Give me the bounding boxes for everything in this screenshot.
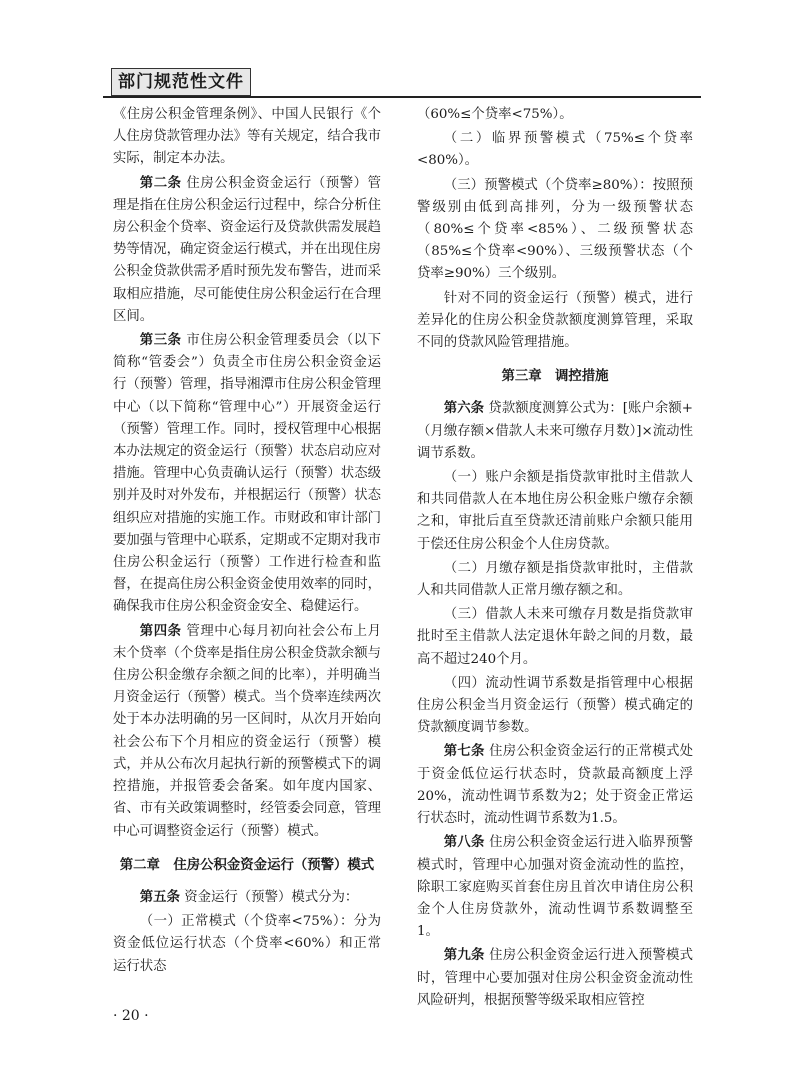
chapter-number: 第二章 (119, 857, 160, 873)
article-text: 住房公积金资金运行进入临界预警模式时，管理中心加强对资金流动性的监控，除职工家庭购买首套住房且首次申请住房公积金个人住房贷款外，流动性调节系数调整至1。 (417, 835, 694, 940)
article-text: 住房公积金资金运行进入预警模式时，管理中心要加强对住房公积金资金流动性风险研判，根据预警等级采取相应管控 (417, 948, 694, 1008)
article-7 (417, 741, 693, 830)
page-number: · 20 · (113, 1008, 149, 1024)
paragraph-normal-mode: （一）正常模式（个贷率<75%）：分为资金低位运行状态（个贷率<60%）和正常运行状态 (113, 914, 381, 974)
article-text: 住房公积金资金运行（预警）管理是指在住房公积金运行过程中，综合分析住房公积金个贷率、资金运行及贷款供需发展趋势等情况，确定资金运行模式，并在出现住房公积金贷款供需矛盾时预先发布警告，进而采取相应措施，尽可能使住房公积金运行在合理区间。 (113, 175, 381, 324)
article-label: 第九条 (443, 948, 485, 964)
article-3 (113, 330, 381, 619)
paragraph-6-2: （二）月缴存额是指贷款审批时，主借款人和共同借款人正常月缴存额之和。 (417, 560, 693, 599)
right-column (417, 104, 693, 1014)
chapter-title: 调控措施 (555, 369, 609, 385)
article-9 (417, 945, 693, 1012)
section-label: 部门规范性文件 (111, 68, 251, 96)
article-2 (113, 173, 381, 328)
article-label: 第六条 (443, 401, 485, 417)
chapter-title: 住房公积金资金运行（预警）模式 (173, 857, 375, 873)
article-label: 第八条 (443, 835, 485, 851)
article-label: 第七条 (443, 744, 485, 760)
article-label: 第五条 (139, 889, 180, 905)
page-header (103, 64, 701, 98)
left-column (113, 104, 381, 980)
chapter-number: 第三章 (501, 369, 542, 385)
paragraph-6-3: （三）借款人未来可缴存月数是指贷款审批时至主借款人法定退休年龄之间的月数，最高不超过240个月。 (417, 607, 693, 667)
paragraph-critical-mode: （二）临界预警模式（75%≤个贷率<80%）。 (417, 131, 693, 169)
chapter-2-heading (113, 855, 381, 877)
article-label: 第四条 (139, 623, 182, 639)
article-5 (113, 887, 381, 909)
article-4 (113, 621, 381, 843)
paragraph-warning-mode: （三）预警模式（个贷率≥80%）：按照预警级别由低到高排列，分为一级预警状态（80%≤个贷率<85%）、二级预警状态（85%≤个贷率<90%）、三级预警状态（个贷率≥90%）三个级别。 (417, 177, 693, 282)
paragraph-differentiated: 针对不同的资金运行（预警）模式，进行差异化的住房公积金贷款额度测算管理，采取不同的贷款风险管理措施。 (417, 290, 693, 351)
article-text: 资金运行（预警）模式分为： (184, 889, 359, 905)
paragraph-intro: 《住房公积金管理条例》、中国人民银行《个人住房贷款管理办法》等有关规定，结合我市实际，制定本办法。 (113, 107, 381, 167)
chapter-3-heading (417, 366, 693, 388)
article-text: 贷款额度测算公式为：[账户余额+（月缴存额×借款人未来可缴存月数）]×流动性调节系数。 (417, 401, 693, 461)
paragraph-continued: （60%≤个贷率<75%）。 (417, 107, 573, 122)
paragraph-6-4: （四）流动性调节系数是指管理中心根据住房公积金当月资金运行（预警）模式确定的贷款额度调节参数。 (417, 675, 693, 736)
article-text: 管理中心每月初向社会公布上月末个贷率（个贷率是指住房公积金贷款余额与住房公积金缴存余额之间的比率），并明确当月资金运行（预警）模式。当个贷率连续两次处于本办法明确的另一区间时，从次月开始向社会公布下个月相应的资金运行（预警）模式，并从公布次月起执行新的预警模式下的调控措施，并报管委会备案。如年度内国家、省、市有关政策调整时，经管委会同意，管理中心可调整资金运行（预警）模式。 (113, 623, 381, 839)
article-8 (417, 832, 693, 943)
article-text: 住房公积金资金运行的正常模式处于资金低位运行状态时，贷款最高额度上浮20%，流动性调节系数为2；处于资金正常运行状态时，流动性调节系数为1.5。 (417, 744, 694, 827)
article-label: 第三条 (139, 333, 182, 349)
header-rule (103, 96, 701, 98)
article-6 (417, 398, 693, 465)
article-text: 市住房公积金管理委员会（以下简称“管委会”）负责全市住房公积金资金运行（预警）管理，指导湘潭市住房公积金管理中心（以下简称“管理中心”）开展资金运行（预警）管理工作。同时，授权管理中心根据本办法规定的资金运行（预警）状态启动应对措施。管理中心负责确认运行（预警）状态级别并及时对外发布，并根据运行（预警）状态组织应对措施的实施工作。市财政和审计部门要加强与管理中心联系，定期或不定期对我市住房公积金运行（预警）工作进行检查和监督，在提高住房公积金资金使用效率的同时，确保我市住房公积金资金安全、稳健运行。 (113, 333, 381, 615)
paragraph-6-1: （一）账户余额是指贷款审批时主借款人和共同借款人在本地住房公积金账户缴存余额之和，审批后直至贷款还清前账户余额只能用于偿还住房公积金个人住房贷款。 (417, 470, 693, 552)
article-label: 第二条 (139, 175, 182, 191)
